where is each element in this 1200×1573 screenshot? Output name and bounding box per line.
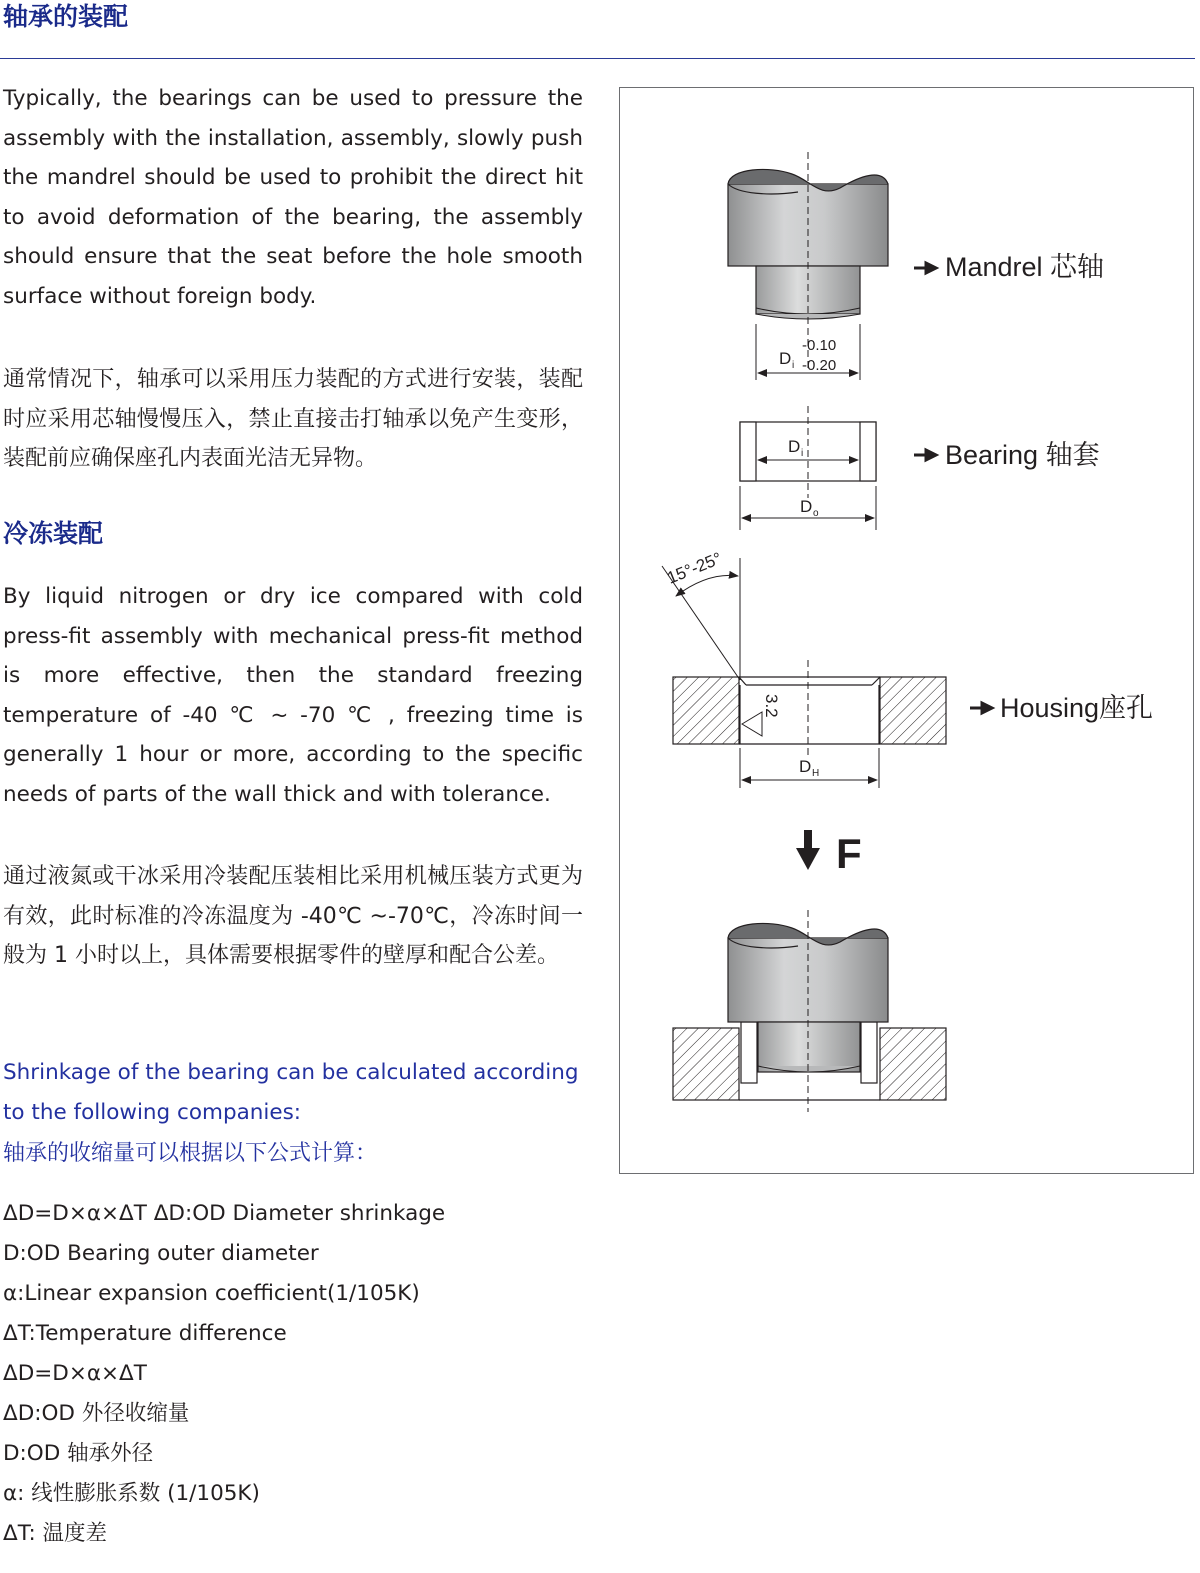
mandrel-dimension-subscript: i (792, 360, 795, 371)
bearing-inner-dim-subscript: i (801, 448, 804, 459)
arrow-down-icon (796, 848, 820, 870)
arrow-right-icon (914, 263, 936, 273)
formula-line: D:OD Bearing outer diameter (3, 1241, 319, 1266)
bearing-drawing (740, 406, 876, 530)
formula-line: ΔD=D×α×ΔT (3, 1361, 147, 1386)
title-divider (0, 58, 1195, 59)
bearing-callout (914, 440, 1100, 470)
formula-line: ΔD:OD 外径收缩量 (3, 1401, 190, 1426)
housing-drawing (673, 660, 946, 788)
bearing-label: Bearing 轴套 (945, 440, 1100, 470)
section-title-freeze: 冷冻装配 (3, 519, 104, 548)
formula-line: α:Linear expansion coefficient(1/105K) (3, 1281, 420, 1306)
assembly-diagram (619, 87, 1194, 1174)
roughness-label: 3.2 (762, 694, 781, 718)
force-indicator (796, 830, 862, 877)
tolerance-lower: -0.20 (802, 357, 837, 374)
mandrel-label: Mandrel 芯轴 (945, 252, 1105, 282)
tolerance-upper: -0.10 (802, 337, 837, 354)
page-title: 轴承的装配 (3, 2, 129, 31)
formula-line: ΔT: 温度差 (3, 1521, 108, 1546)
housing-dim-subscript: H (812, 768, 820, 779)
formula-line: ΔT:Temperature difference (3, 1321, 287, 1346)
housing-label: Housing座孔 (1000, 693, 1154, 723)
intro-paragraph-en: Typically, the bearings can be used to pressure the assembly with the installation, assembly, slowly push the mandrel should be used to prohibit the direct hit to avoid deformation of the bearing, the assembly should ensure that the seat before the hole smooth surface without foreign body. (3, 86, 583, 309)
freeze-paragraph-en: By liquid nitrogen or dry ice compared with cold press-fit assembly with mechanical press-fit method is more effective, then the standard freezing temperature of -40 ℃ ~ -70 ℃ , freezing time is generally 1 hour or more, according to the specific needs of parts of the wall thick and with tolerance. (3, 584, 583, 807)
housing-dim-label: D (799, 757, 812, 776)
shrinkage-intro-en: Shrinkage of the bearing can be calculated according to the following companies: (3, 1060, 579, 1125)
formula-line: ΔD=D×α×ΔT ΔD:OD Diameter shrinkage (3, 1201, 446, 1226)
force-label: F (836, 830, 862, 877)
angle-label: 15°-25° (664, 548, 725, 588)
bearing-outer-dim-label: D (800, 497, 813, 516)
assembled-drawing (673, 910, 946, 1112)
housing-callout (970, 693, 1153, 723)
mandrel-drawing (728, 152, 888, 368)
freeze-paragraph-cn: 通过液氮或干冰采用冷装配压装相比采用机械压装方式更为有效，此时标准的冷冻温度为 -40℃ ~-70℃，冷冻时间一般为 1 小时以上，具体需要根据零件的壁厚和配合公差。 (3, 864, 583, 969)
mandrel-dimension-label: D (779, 349, 792, 368)
arrow-right-icon (970, 703, 992, 713)
bearing-outer-dim-subscript: o (813, 508, 819, 519)
assembly-diagram-svg (620, 88, 1195, 1175)
formula-line: D:OD 轴承外径 (3, 1441, 154, 1466)
roughness-symbol-icon (742, 712, 762, 736)
bearing-inner-dim-label: D (788, 437, 801, 456)
formula-line: α: 线性膨胀系数 (1/105K) (3, 1481, 260, 1506)
chamfer-angle (662, 549, 740, 680)
shrinkage-intro-cn: 轴承的收缩量可以根据以下公式计算： (3, 1141, 378, 1166)
intro-paragraph-cn: 通常情况下，轴承可以采用压力装配的方式进行安装，装配时应采用芯轴慢慢压入，禁止直接击打轴承以免产生变形，装配前应确保座孔内表面光洁无异物。 (3, 367, 583, 472)
arrow-right-icon (914, 450, 936, 460)
mandrel-callout (914, 252, 1104, 282)
